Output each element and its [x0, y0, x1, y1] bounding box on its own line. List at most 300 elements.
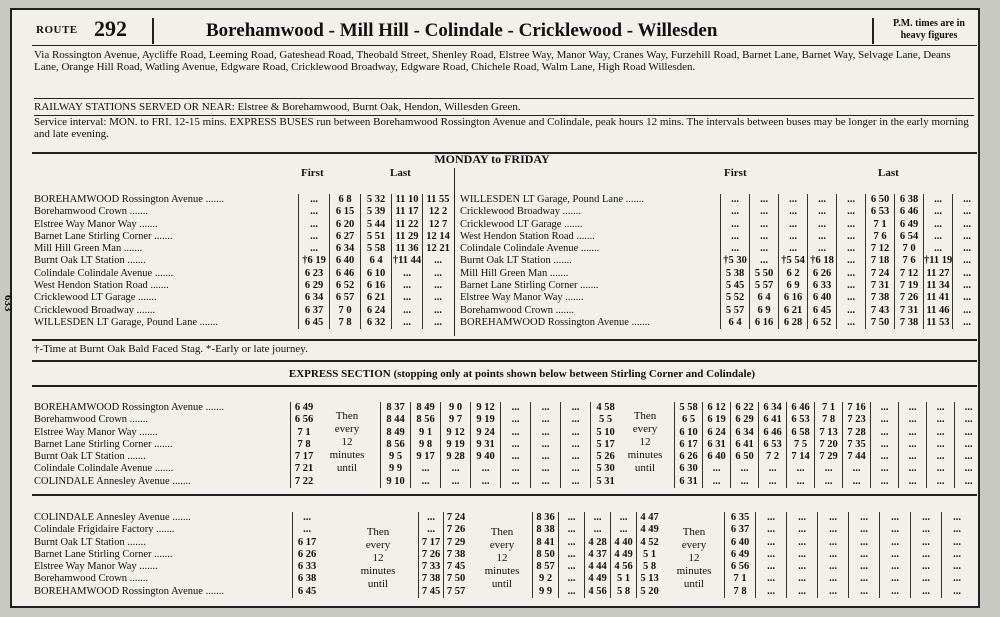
time-cell: 6 49 [724, 549, 755, 561]
time-cell: 6 8 [329, 194, 360, 206]
divider [32, 385, 977, 387]
time-cell: 6 15 [329, 206, 360, 218]
time-cell: ... [470, 476, 500, 488]
time-cell: 7 29 [443, 537, 468, 549]
stop-name: Cricklewood LT Garage ....... [460, 218, 583, 230]
time-cell: 6 37 [724, 524, 755, 536]
time-row [380, 427, 620, 439]
time-cell: ... [530, 439, 560, 451]
express-up-grid-a [290, 402, 317, 488]
mf-last-left: Last [390, 167, 411, 179]
time-cell: ... [910, 512, 941, 524]
time-cell: ... [817, 537, 848, 549]
time-cell: 6 9 [778, 280, 807, 292]
time-row [298, 268, 453, 280]
time-row [290, 476, 317, 488]
time-row [418, 524, 468, 536]
time-cell: 6 52 [807, 317, 836, 329]
time-cell: 5 1 [610, 573, 636, 585]
stop-name: Borehamwood Crown ....... [34, 206, 149, 218]
stop-name: Mill Hill Green Man ....... [34, 243, 143, 255]
then-every-note [317, 410, 377, 475]
time-cell: ... [786, 586, 817, 598]
mf-last-right: Last [878, 167, 899, 179]
time-cell: ... [836, 268, 865, 280]
time-row [298, 194, 453, 206]
time-cell: 6 40 [702, 451, 730, 463]
time-cell: ... [584, 524, 610, 536]
time-cell: ... [923, 243, 952, 255]
then-line: until [367, 578, 389, 590]
time-cell: ... [836, 206, 865, 218]
time-cell: 9 0 [440, 402, 470, 414]
time-cell: 9 40 [470, 451, 500, 463]
divider [32, 360, 977, 362]
time-row [674, 439, 982, 451]
time-cell: ... [836, 243, 865, 255]
divider [454, 168, 455, 336]
time-cell: ... [870, 476, 898, 488]
time-cell: 6 58 [786, 427, 814, 439]
time-cell: ... [910, 549, 941, 561]
time-cell: ... [749, 243, 778, 255]
time-cell: 9 1 [410, 427, 440, 439]
time-cell: ... [898, 402, 926, 414]
then-line: minutes [676, 565, 712, 577]
time-cell: 7 6 [865, 231, 894, 243]
time-cell: ... [755, 573, 786, 585]
then-line: until [634, 462, 656, 474]
time-row [418, 512, 468, 524]
stop-name: Cricklewood Broadway ....... [34, 304, 156, 316]
then-line: Then [366, 526, 390, 538]
time-cell: 6 50 [730, 451, 758, 463]
time-cell: †5 30 [720, 255, 749, 267]
time-cell: 9 5 [380, 451, 410, 463]
time-cell: 4 49 [636, 524, 662, 536]
time-cell: ... [836, 317, 865, 329]
time-cell: ... [418, 512, 443, 524]
time-cell: ... [941, 524, 972, 536]
time-cell: ... [755, 524, 786, 536]
stop-name: WILLESDEN LT Garage, Pound Lane ....... [460, 194, 645, 205]
then-line: 12 [341, 436, 353, 448]
time-cell: ... [807, 206, 836, 218]
time-cell: 6 23 [298, 268, 329, 280]
time-cell: 5 20 [636, 586, 662, 598]
time-cell: ... [926, 451, 954, 463]
time-row [292, 512, 321, 524]
time-cell: ... [879, 512, 910, 524]
time-row [720, 231, 981, 243]
time-cell: ... [926, 463, 954, 475]
time-cell: ... [440, 476, 470, 488]
time-cell: ... [422, 280, 453, 292]
time-cell: 7 26 [443, 524, 468, 536]
time-cell: ... [898, 439, 926, 451]
time-cell: 7 14 [786, 451, 814, 463]
time-cell: ... [817, 573, 848, 585]
time-cell: ... [786, 476, 814, 488]
time-cell: ... [530, 451, 560, 463]
time-cell: ... [870, 427, 898, 439]
time-cell: ... [422, 305, 453, 317]
time-cell: ... [298, 219, 329, 231]
time-cell: ... [730, 476, 758, 488]
time-cell: †6 18 [807, 255, 836, 267]
time-row [292, 561, 321, 573]
time-cell: 7 6 [894, 255, 923, 267]
time-cell: 7 38 [865, 292, 894, 304]
time-cell: ... [298, 194, 329, 206]
time-cell: 9 31 [470, 439, 500, 451]
time-cell: 7 43 [865, 305, 894, 317]
time-cell: ... [758, 476, 786, 488]
stop-name: Mill Hill Green Man ....... [460, 267, 569, 279]
time-cell: 6 26 [807, 268, 836, 280]
time-cell: 12 7 [422, 219, 453, 231]
express-up-grid-c [674, 402, 982, 488]
time-cell: 6 46 [758, 427, 786, 439]
time-cell: 7 38 [418, 573, 443, 585]
time-cell: ... [952, 194, 981, 206]
mf-right-grid [720, 194, 981, 329]
time-cell: 11 22 [391, 219, 422, 231]
stop-name: West Hendon Station Road ....... [34, 280, 169, 292]
time-cell: ... [926, 414, 954, 426]
time-row [292, 586, 321, 598]
time-cell: ... [422, 292, 453, 304]
time-cell: ... [560, 402, 590, 414]
time-cell: 7 31 [865, 280, 894, 292]
time-cell: ... [923, 194, 952, 206]
time-cell: 8 44 [380, 414, 410, 426]
header-divider [152, 18, 154, 44]
time-cell: 6 31 [702, 439, 730, 451]
time-cell: 6 21 [360, 292, 391, 304]
time-cell: 6 49 [894, 219, 923, 231]
time-cell: 6 34 [730, 427, 758, 439]
time-cell: ... [410, 463, 440, 475]
time-cell: ... [848, 549, 879, 561]
time-cell: ... [879, 537, 910, 549]
time-cell: 5 58 [674, 402, 702, 414]
time-cell: 6 17 [674, 439, 702, 451]
time-cell: ... [418, 524, 443, 536]
time-cell: 6 10 [674, 427, 702, 439]
time-row [724, 512, 972, 524]
time-cell: 8 56 [410, 414, 440, 426]
time-row [292, 537, 321, 549]
time-cell: 6 29 [298, 280, 329, 292]
time-row [418, 549, 468, 561]
time-cell: 5 52 [720, 292, 749, 304]
divider [32, 494, 977, 496]
time-cell: ... [842, 463, 870, 475]
stop-name: BOREHAMWOOD Rossington Avenue ....... [34, 585, 224, 597]
stop-name: Elstree Way Manor Way ....... [34, 561, 158, 573]
stop-name: Borehamwood Crown ....... [460, 304, 575, 316]
stop-name: Cricklewood Broadway ....... [460, 206, 582, 218]
time-cell: †11 44 [392, 255, 422, 267]
time-cell: 6 45 [298, 317, 329, 329]
time-cell: 6 57 [329, 292, 360, 304]
time-cell: 6 27 [329, 231, 360, 243]
time-row [720, 219, 981, 231]
time-cell: 7 24 [443, 512, 468, 524]
stop-name: Elstree Way Manor Way ....... [34, 218, 158, 230]
time-cell: ... [720, 231, 749, 243]
time-cell: 7 20 [814, 439, 842, 451]
time-row [298, 317, 453, 329]
time-row [724, 586, 972, 598]
then-line: every [334, 423, 360, 435]
service-interval: Service interval: MON. to FRI. 12-15 mins. EXPRESS BUSES run between Borehamwood Rossington Avenue and Colindale, peak hours 12 mins. The intervals between buses may be longer in the early morning and late evening. [34, 116, 969, 140]
time-cell: ... [749, 206, 778, 218]
time-cell: ... [817, 561, 848, 573]
time-cell: 5 26 [590, 451, 620, 463]
express-down-stops [34, 512, 284, 598]
time-cell: 6 33 [807, 280, 836, 292]
time-cell: 5 13 [636, 573, 662, 585]
express-down-grid-c [532, 512, 662, 598]
time-cell: 7 26 [418, 549, 443, 561]
stop-name: Burnt Oak LT Station ....... [34, 536, 146, 548]
time-cell: 11 34 [923, 280, 952, 292]
time-cell: 7 1 [290, 427, 317, 439]
time-cell: 4 49 [584, 573, 610, 585]
mf-left-grid [298, 194, 453, 329]
time-cell: ... [842, 476, 870, 488]
time-cell: ... [926, 427, 954, 439]
express-down-grid-a [292, 512, 321, 598]
time-cell: 6 4 [749, 292, 778, 304]
time-cell: ... [923, 206, 952, 218]
time-cell: ... [848, 586, 879, 598]
page-number: 633 [2, 295, 14, 312]
time-row [724, 573, 972, 585]
time-cell: 6 38 [292, 573, 321, 585]
time-cell: 7 35 [842, 439, 870, 451]
time-cell: 8 57 [532, 561, 558, 573]
time-cell: ... [910, 524, 941, 536]
time-cell: ... [702, 463, 730, 475]
time-cell: 5 57 [749, 280, 778, 292]
time-cell: ... [941, 549, 972, 561]
time-cell: ... [558, 524, 584, 536]
time-cell: 4 56 [584, 586, 610, 598]
then-line: until [491, 578, 513, 590]
time-row [720, 194, 981, 206]
time-cell: 4 58 [590, 402, 620, 414]
time-cell: ... [560, 427, 590, 439]
time-cell: 6 56 [724, 561, 755, 573]
time-cell: 6 53 [865, 206, 894, 218]
time-cell: 6 34 [298, 292, 329, 304]
time-cell: 7 12 [865, 243, 894, 255]
time-cell: 7 19 [894, 280, 923, 292]
time-row [674, 463, 982, 475]
time-cell: 6 4 [360, 255, 391, 267]
time-cell: ... [778, 194, 807, 206]
time-cell: ... [786, 561, 817, 573]
header-divider [872, 18, 874, 44]
then-every-note [615, 410, 675, 475]
time-row [720, 292, 981, 304]
time-cell: ... [926, 439, 954, 451]
time-cell: ... [879, 573, 910, 585]
route-label: ROUTE [36, 24, 78, 36]
time-cell: 7 1 [724, 573, 755, 585]
express-down-grid-d [724, 512, 972, 598]
then-line: 12 [496, 552, 508, 564]
stop-name: Barnet Lane Stirling Corner ....... [460, 280, 599, 292]
time-cell: 5 1 [636, 549, 662, 561]
time-cell: ... [952, 305, 981, 317]
time-cell: 5 57 [720, 305, 749, 317]
time-cell: 5 39 [360, 206, 391, 218]
time-cell: 9 10 [380, 476, 410, 488]
time-row [418, 561, 468, 573]
time-cell: ... [500, 439, 530, 451]
time-cell: 7 45 [418, 586, 443, 598]
time-cell: 6 40 [724, 537, 755, 549]
time-row [720, 255, 981, 267]
time-cell: 7 21 [290, 463, 317, 475]
time-cell: 7 23 [842, 414, 870, 426]
timetable-page [2, 8, 980, 608]
time-cell: 9 12 [440, 427, 470, 439]
time-cell: 7 45 [443, 561, 468, 573]
time-cell: 7 8 [329, 317, 360, 329]
pm-note: P.M. times are in heavy figures [893, 18, 965, 41]
time-row [532, 586, 662, 598]
time-cell: ... [952, 268, 981, 280]
time-cell: ... [749, 231, 778, 243]
time-cell: 6 53 [758, 439, 786, 451]
time-cell: ... [500, 427, 530, 439]
time-cell: †11 19 [924, 255, 952, 267]
time-cell: ... [422, 255, 453, 267]
then-line: until [683, 578, 705, 590]
time-cell: 6 37 [298, 305, 329, 317]
time-cell: 6 32 [360, 317, 391, 329]
time-cell: 6 28 [778, 317, 807, 329]
time-cell: ... [786, 537, 817, 549]
time-row [290, 463, 317, 475]
time-cell: ... [814, 476, 842, 488]
then-line: minutes [627, 449, 663, 461]
time-cell: ... [954, 402, 982, 414]
time-cell: ... [786, 549, 817, 561]
then-line: 12 [688, 552, 700, 564]
time-cell: 7 50 [865, 317, 894, 329]
time-cell: 7 44 [842, 451, 870, 463]
stop-name: Borehamwood Crown ....... [34, 573, 149, 585]
then-line: Then [682, 526, 706, 538]
time-row [298, 305, 453, 317]
time-cell: 11 41 [923, 292, 952, 304]
time-cell: ... [954, 451, 982, 463]
time-cell: ... [910, 573, 941, 585]
time-cell: 6 40 [329, 255, 360, 267]
time-cell: ... [560, 414, 590, 426]
time-cell: ... [530, 463, 560, 475]
time-cell: 5 5 [590, 414, 620, 426]
then-every-note [664, 526, 724, 591]
divider [32, 339, 977, 341]
time-cell: ... [778, 231, 807, 243]
time-cell: 6 54 [894, 231, 923, 243]
stop-name: BOREHAMWOOD Rossington Avenue ....... [34, 402, 224, 413]
time-row [724, 524, 972, 536]
time-row [674, 476, 982, 488]
time-cell: ... [926, 476, 954, 488]
time-cell: 6 34 [758, 402, 786, 414]
time-row [290, 439, 317, 451]
time-cell: ... [500, 463, 530, 475]
time-cell: ... [749, 219, 778, 231]
time-cell: 9 8 [410, 439, 440, 451]
time-cell: 7 31 [894, 305, 923, 317]
time-cell: ... [778, 243, 807, 255]
time-cell: ... [702, 476, 730, 488]
stop-name: BOREHAMWOOD Rossington Avenue ....... [34, 194, 224, 205]
time-cell: ... [391, 280, 422, 292]
time-cell: 11 10 [391, 194, 422, 206]
time-cell: ... [786, 524, 817, 536]
then-line: every [681, 539, 707, 551]
then-line: Then [490, 526, 514, 538]
time-cell: †5 54 [778, 255, 807, 267]
time-cell: ... [560, 463, 590, 475]
time-cell: ... [749, 255, 778, 267]
time-cell: 8 37 [380, 402, 410, 414]
time-cell: ... [910, 561, 941, 573]
time-cell: ... [848, 561, 879, 573]
time-row [298, 219, 453, 231]
time-cell: ... [500, 451, 530, 463]
time-row [298, 243, 453, 255]
time-cell: ... [470, 463, 500, 475]
then-line: until [336, 462, 358, 474]
time-cell: ... [755, 561, 786, 573]
time-cell: 7 5 [786, 439, 814, 451]
stop-name: Barnet Lane Stirling Corner ....... [34, 230, 173, 242]
time-cell: ... [952, 317, 981, 329]
stop-name: Colindale Colindale Avenue ....... [460, 243, 600, 255]
time-cell: 5 51 [360, 231, 391, 243]
stop-name: COLINDALE Annesley Avenue ....... [34, 512, 191, 523]
time-cell: ... [814, 463, 842, 475]
stop-name: Burnt Oak LT Station ....... [34, 255, 146, 267]
time-cell: 7 0 [894, 243, 923, 255]
time-cell: ... [848, 573, 879, 585]
time-cell: 6 29 [730, 414, 758, 426]
time-cell: ... [584, 512, 610, 524]
time-cell: ... [558, 561, 584, 573]
time-cell: 7 24 [865, 268, 894, 280]
time-row [418, 537, 468, 549]
time-cell: 6 46 [329, 268, 360, 280]
stop-name: Colindale Frigidaire Factory ....... [34, 524, 175, 536]
time-cell: ... [560, 476, 590, 488]
time-cell: 5 45 [720, 280, 749, 292]
then-every-note [342, 526, 414, 591]
time-cell: 8 41 [532, 537, 558, 549]
time-row [724, 537, 972, 549]
time-cell: 4 56 [610, 561, 636, 573]
